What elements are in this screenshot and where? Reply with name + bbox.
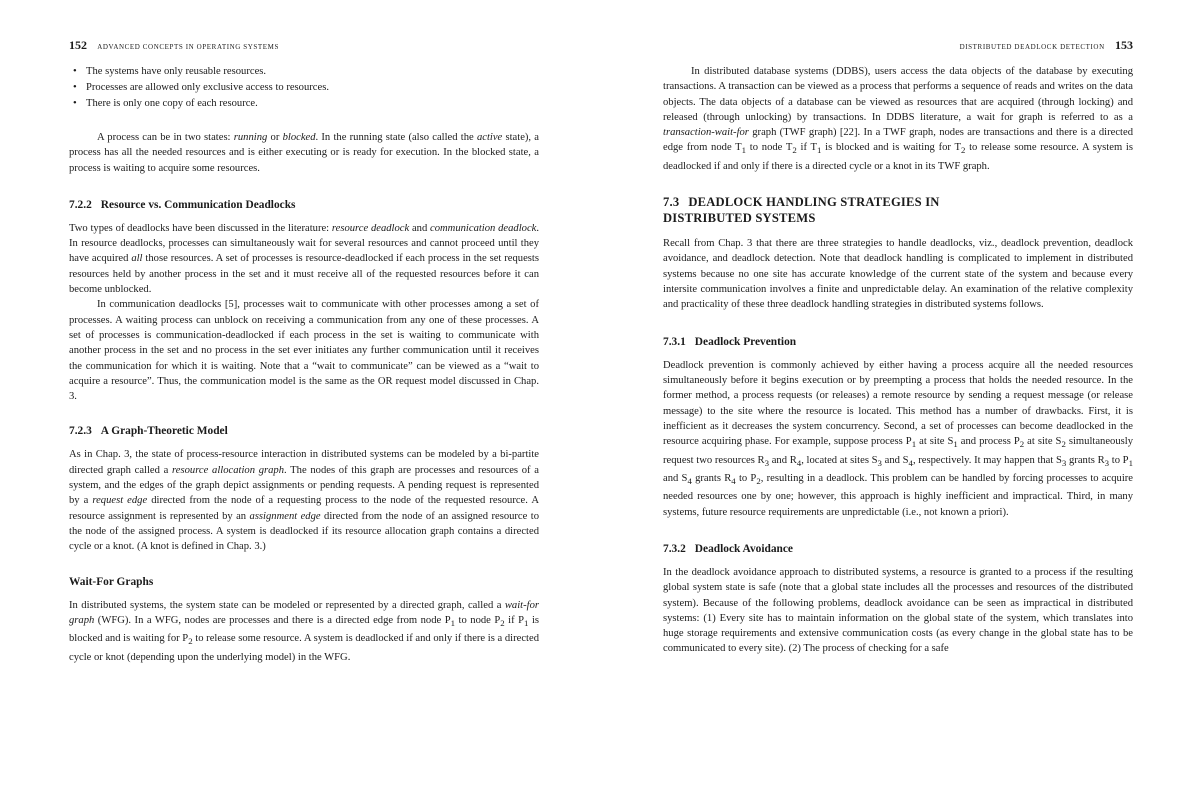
paragraph-communication-deadlocks: In communication deadlocks [5], processes wait to communicate with other processes among a set of processes. A waiting process can unblock on receiving a communication from any one of these processes. A set of processes is communication-deadlocked if each process in the set is waiting to communicate with another process in the set and no process in the set ever initiates any further communication until it receives the communication for which it is waiting. Note that a “wait to communicate” can be viewed as a “wait to acquire a resource”. Thus, the communication model is the same as the OR request model discussed in Chap. 3. bbox=[69, 299, 539, 403]
list-item: • There is only one copy of each resource. bbox=[69, 96, 539, 112]
section-heading-7-3-2: 7.3.2 Deadlock Avoidance bbox=[663, 542, 793, 555]
paragraph-deadlock-prevention: Deadlock prevention is commonly achieved by either having a process acquire all the needed resources simultaneously before it begins execution or by preempting a process that holds the needed resource. In the former method, a process requests (or releases) a remote resource by sending a request message (or release message) to the site where the resource is located. This method has a number of drawbacks. First, it is inefficient as it decreases the system concurrency. Second, a set of processes can become deadlocked in the resource acquiring phase. For example, suppose process $P_1$ at site $S_1$ and process $P_2$ at site $S_2$ simultaneously request two resources $R_3$ and $R_4$, located at sites $S_3$ and $S_4$, respectively. It may happen that $S_3$ grants $R_3$ to $P_1$ and $S_4$ grants $R_4$ to $P_2$, resulting in a deadlock. This problem can be handled by forcing processes to acquire needed resources one by one; however, this approach is highly inefficient and impractical. Third, in many systems, future resource requirements are unpredictable (i.e., not known a priori). bbox=[663, 359, 1134, 518]
left-page-number: 152 bbox=[69, 38, 87, 52]
section-heading-7-3: 7.3 DEADLOCK HANDLING STRATEGIES IN DISTRIBUTED SYSTEMS bbox=[663, 195, 940, 226]
right-page-body bbox=[663, 64, 1133, 657]
paragraph-recall-strategies: Recall from Chap. 3 that there are three strategies to handle deadlocks, viz., deadlock prevention, deadlock avoidance, and deadlock detection. Note that deadlock handling is complicated to implement in distributed systems because no one site has accurate knowledge of the current state of the system and because every intersite communication involves a finite and unpredictable delay. An examination of the relative complexity and practicality of these three deadlock handling strategies in distributed systems follows. bbox=[663, 238, 1133, 311]
paragraph-process-states: A process can be in two states: running or blocked. In the running state (also called the active state), a process has all the needed resources and is either executing or is ready for execution. In the blocked state, a process is waiting to acquire some resources. bbox=[69, 132, 539, 174]
bullet-icon: • bbox=[73, 82, 77, 93]
right-running-title: DISTRIBUTED DEADLOCK DETECTION bbox=[959, 43, 1105, 51]
section-heading-7-2-3: 7.2.3 A Graph-Theoretic Model bbox=[69, 425, 228, 438]
paragraph-deadlock-types: Two types of deadlocks have been discussed in the literature: resource deadlock and communication deadlock. In resource deadlocks, processes can simultaneously wait for several resources and cannot proceed until they have acquired all those resources. A set of processes is resource-deadlocked if each process in the set requests resources held by another process in the set and it must receive all of the requested resources before it can become unblocked. bbox=[69, 222, 540, 296]
bullet-icon: • bbox=[73, 66, 77, 77]
paragraph-deadlock-avoidance: In the deadlock avoidance approach to distributed systems, a resource is granted to a process if the resulting global system state is safe (note that a global state includes all the processes and resources of the distributed system). Because of the following problems, deadlock avoidance can be seen as impractical in distributed systems: (1) Every site has to maintain information on the global state of the system, which translates into huge storage requirements and extensive communication costs (as every change in the global state has to be communicated to every site). (2) The process of checking for a safe bbox=[663, 566, 1133, 655]
section-heading-7-2-2: 7.2.2 Resource vs. Communication Deadlocks bbox=[69, 198, 296, 211]
paragraph-wait-for-graphs: In distributed systems, the system state can be modeled or represented by a directed graph, called a wait-for graph (WFG). In a WFG, nodes are processes and there is a directed edge from node $P_1$ to node $P_2$ if $P_1$ is blocked and is waiting for $P_2$ to release some resource. A system is deadlocked if and only if there is a directed cycle or knot (depending upon the underlying model) in the WFG. bbox=[69, 599, 540, 663]
left-running-title: ADVANCED CONCEPTS IN OPERATING SYSTEMS bbox=[97, 43, 279, 51]
subheading-wait-for-graphs: Wait-For Graphs bbox=[69, 575, 154, 588]
bullet-icon: • bbox=[73, 98, 77, 109]
right-running-head bbox=[663, 38, 1133, 52]
assumption-list bbox=[69, 64, 539, 112]
paragraph-graph-model: As in Chap. 3, the state of process-resource interaction in distributed systems can be modeled by a bi-partite directed graph called a resource allocation graph. The nodes of this graph are processes and resources of a system, and the edges of the graph depict assignments or pending requests. A pending request is represented by a request edge directed from the node of a requesting process to the node of the requested resource. A resource assignment is represented by an assignment edge directed from the node of an assigned resource to the node of the assigned process. A system is deadlocked if its resource allocation graph contains a directed cycle or a knot. (A knot is defined in Chap. 3.) bbox=[69, 449, 539, 553]
list-item: • Processes are allowed only exclusive access to resources. bbox=[69, 80, 539, 96]
section-heading-7-3-1: 7.3.1 Deadlock Prevention bbox=[663, 335, 797, 348]
left-page-body bbox=[69, 64, 539, 665]
paragraph-ddbs: In distributed database systems (DDBS), users access the data objects of the database by executing transactions. A transaction can be viewed as a process that performs a sequence of reads and writes on the data objects. The data objects of a database can be viewed as resources that are acquired (through locking) and released (through unlocking) by transactions. In DDBS literature, a wait for graph is referred to as a transaction-wait-for graph (TWF graph) [22]. In a TWF graph, nodes are transactions and there is a directed edge from node $T_1$ to node $T_2$ if $T_1$ is blocked and is waiting for $T_2$ to release some resource. A system is deadlocked if and only if there is a directed cycle or a knot in its TWF graph. bbox=[663, 66, 1133, 172]
list-item: • The systems have only reusable resources. bbox=[69, 64, 539, 80]
right-page-number: 153 bbox=[1115, 38, 1133, 52]
left-running-head bbox=[69, 38, 539, 52]
